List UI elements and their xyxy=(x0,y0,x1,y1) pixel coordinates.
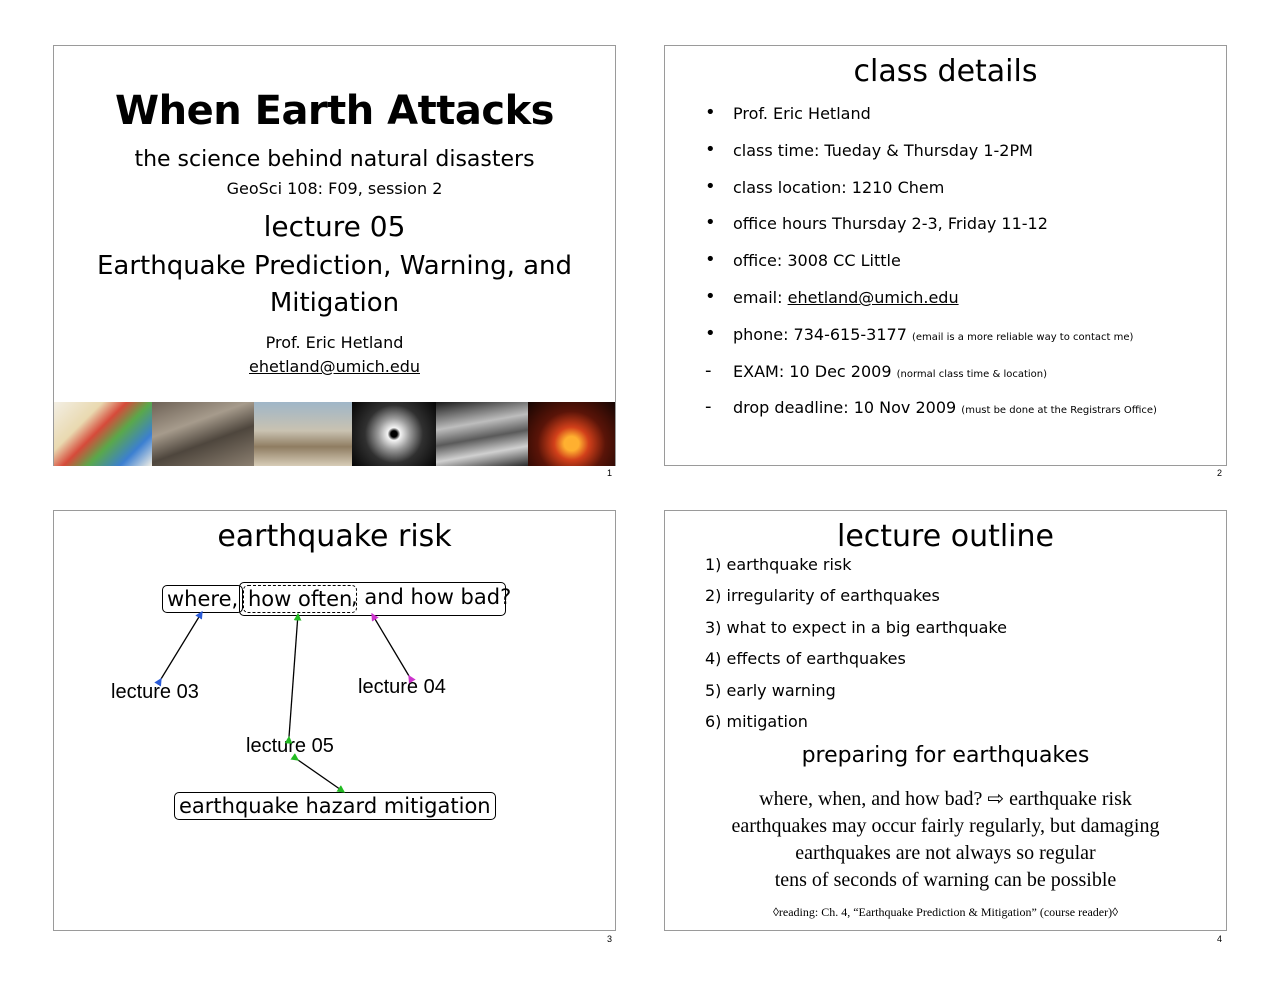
lecture-04-label: lecture 04 xyxy=(358,676,446,698)
arrow-where-lecture03 xyxy=(161,612,202,679)
page-number: 1 xyxy=(607,468,613,478)
slide-heading: lecture outline xyxy=(836,519,1054,554)
list-item: • class location: 1210 Chem xyxy=(705,175,945,197)
page-number: 2 xyxy=(1217,468,1223,478)
where-box: where, xyxy=(162,585,243,613)
arrow-howbad-lecture04 xyxy=(372,614,409,676)
list-item: 1) earthquake risk xyxy=(705,555,852,574)
professor-name: Prof. Eric Hetland xyxy=(265,333,404,352)
earthquake-rubble-image xyxy=(152,402,254,466)
lecture-03-label: lecture 03 xyxy=(111,681,199,703)
list-item: - drop deadline: 10 Nov 2009 (must be done at the Registrars Office) xyxy=(705,396,1157,418)
how-often-box: how often xyxy=(243,585,357,613)
slide-lecture-outline xyxy=(664,510,1227,931)
list-item: • office: 3008 CC Little xyxy=(705,249,901,271)
page-number: 3 xyxy=(607,934,613,944)
slide-heading: class details xyxy=(853,54,1038,89)
slide-title-heading: When Earth Attacks xyxy=(114,88,554,134)
how-bad-text: , and how bad? xyxy=(351,585,512,609)
volcano-eruption-image xyxy=(528,402,615,466)
list-item: 5) early warning xyxy=(705,680,836,700)
list-item: - EXAM: 10 Dec 2009 (normal class time & location) xyxy=(705,359,1048,381)
list-item: • email: ehetland@umich.edu xyxy=(705,285,959,307)
dome-structure-image xyxy=(436,402,528,466)
email-link[interactable]: ehetland@umich.edu xyxy=(787,287,959,307)
body-text: where, when, and how bad? ⇨ earthquake risk earthquakes may occur fairly regularly, but damaging earthquakes are not always so regular tens of seconds of warning can be possible xyxy=(731,788,1160,891)
disaster-image-strip xyxy=(54,402,615,466)
list-item: 2) irregularity of earthquakes xyxy=(705,586,940,606)
hazard-map-image xyxy=(54,402,152,466)
class-details-list xyxy=(705,104,1215,435)
list-item: 6) mitigation xyxy=(705,711,808,731)
professor-email-link[interactable]: ehetland@umich.edu xyxy=(249,357,420,376)
slide-earthquake-risk xyxy=(53,510,616,931)
flood-street-image xyxy=(254,402,352,466)
outline-list xyxy=(705,555,1007,743)
mitigation-box: earthquake hazard mitigation xyxy=(174,792,496,820)
reading-note: ◊reading: Ch. 4, “Earthquake Prediction & Mitigation” (course reader)◊ xyxy=(772,905,1119,919)
diagram-arrows xyxy=(54,511,615,930)
slide-class-details xyxy=(664,45,1227,466)
list-item: 3) what to expect in a big earthquake xyxy=(705,617,1007,637)
list-item: • phone: 734-615-3177 (email is a more reliable way to contact me) xyxy=(705,322,1134,344)
list-item: 4) effects of earthquakes xyxy=(705,649,906,669)
list-item: • class time: Tueday & Thursday 1-2PM xyxy=(705,138,1033,160)
course-code: GeoSci 108: F09, session 2 xyxy=(226,179,443,198)
arrow-lecture05-mitigation xyxy=(298,760,344,792)
slide-title xyxy=(53,45,616,466)
hurricane-satellite-image xyxy=(352,402,436,466)
list-item: • office hours Thursday 2-3, Friday 11-12 xyxy=(705,212,1048,234)
section-heading: preparing for earthquakes xyxy=(801,743,1090,768)
slide-subtitle: the science behind natural disasters xyxy=(134,147,535,172)
page-number: 4 xyxy=(1217,934,1223,944)
lecture-05-label: lecture 05 xyxy=(246,735,334,757)
lecture-number: lecture 05 xyxy=(263,210,406,243)
lecture-title: Earthquake Prediction, Warning, and Mitigation xyxy=(96,251,573,318)
arrow-howoften-lecture05 xyxy=(289,614,298,737)
list-item: • Prof. Eric Hetland xyxy=(705,102,871,123)
slide-heading: earthquake risk xyxy=(217,519,452,554)
